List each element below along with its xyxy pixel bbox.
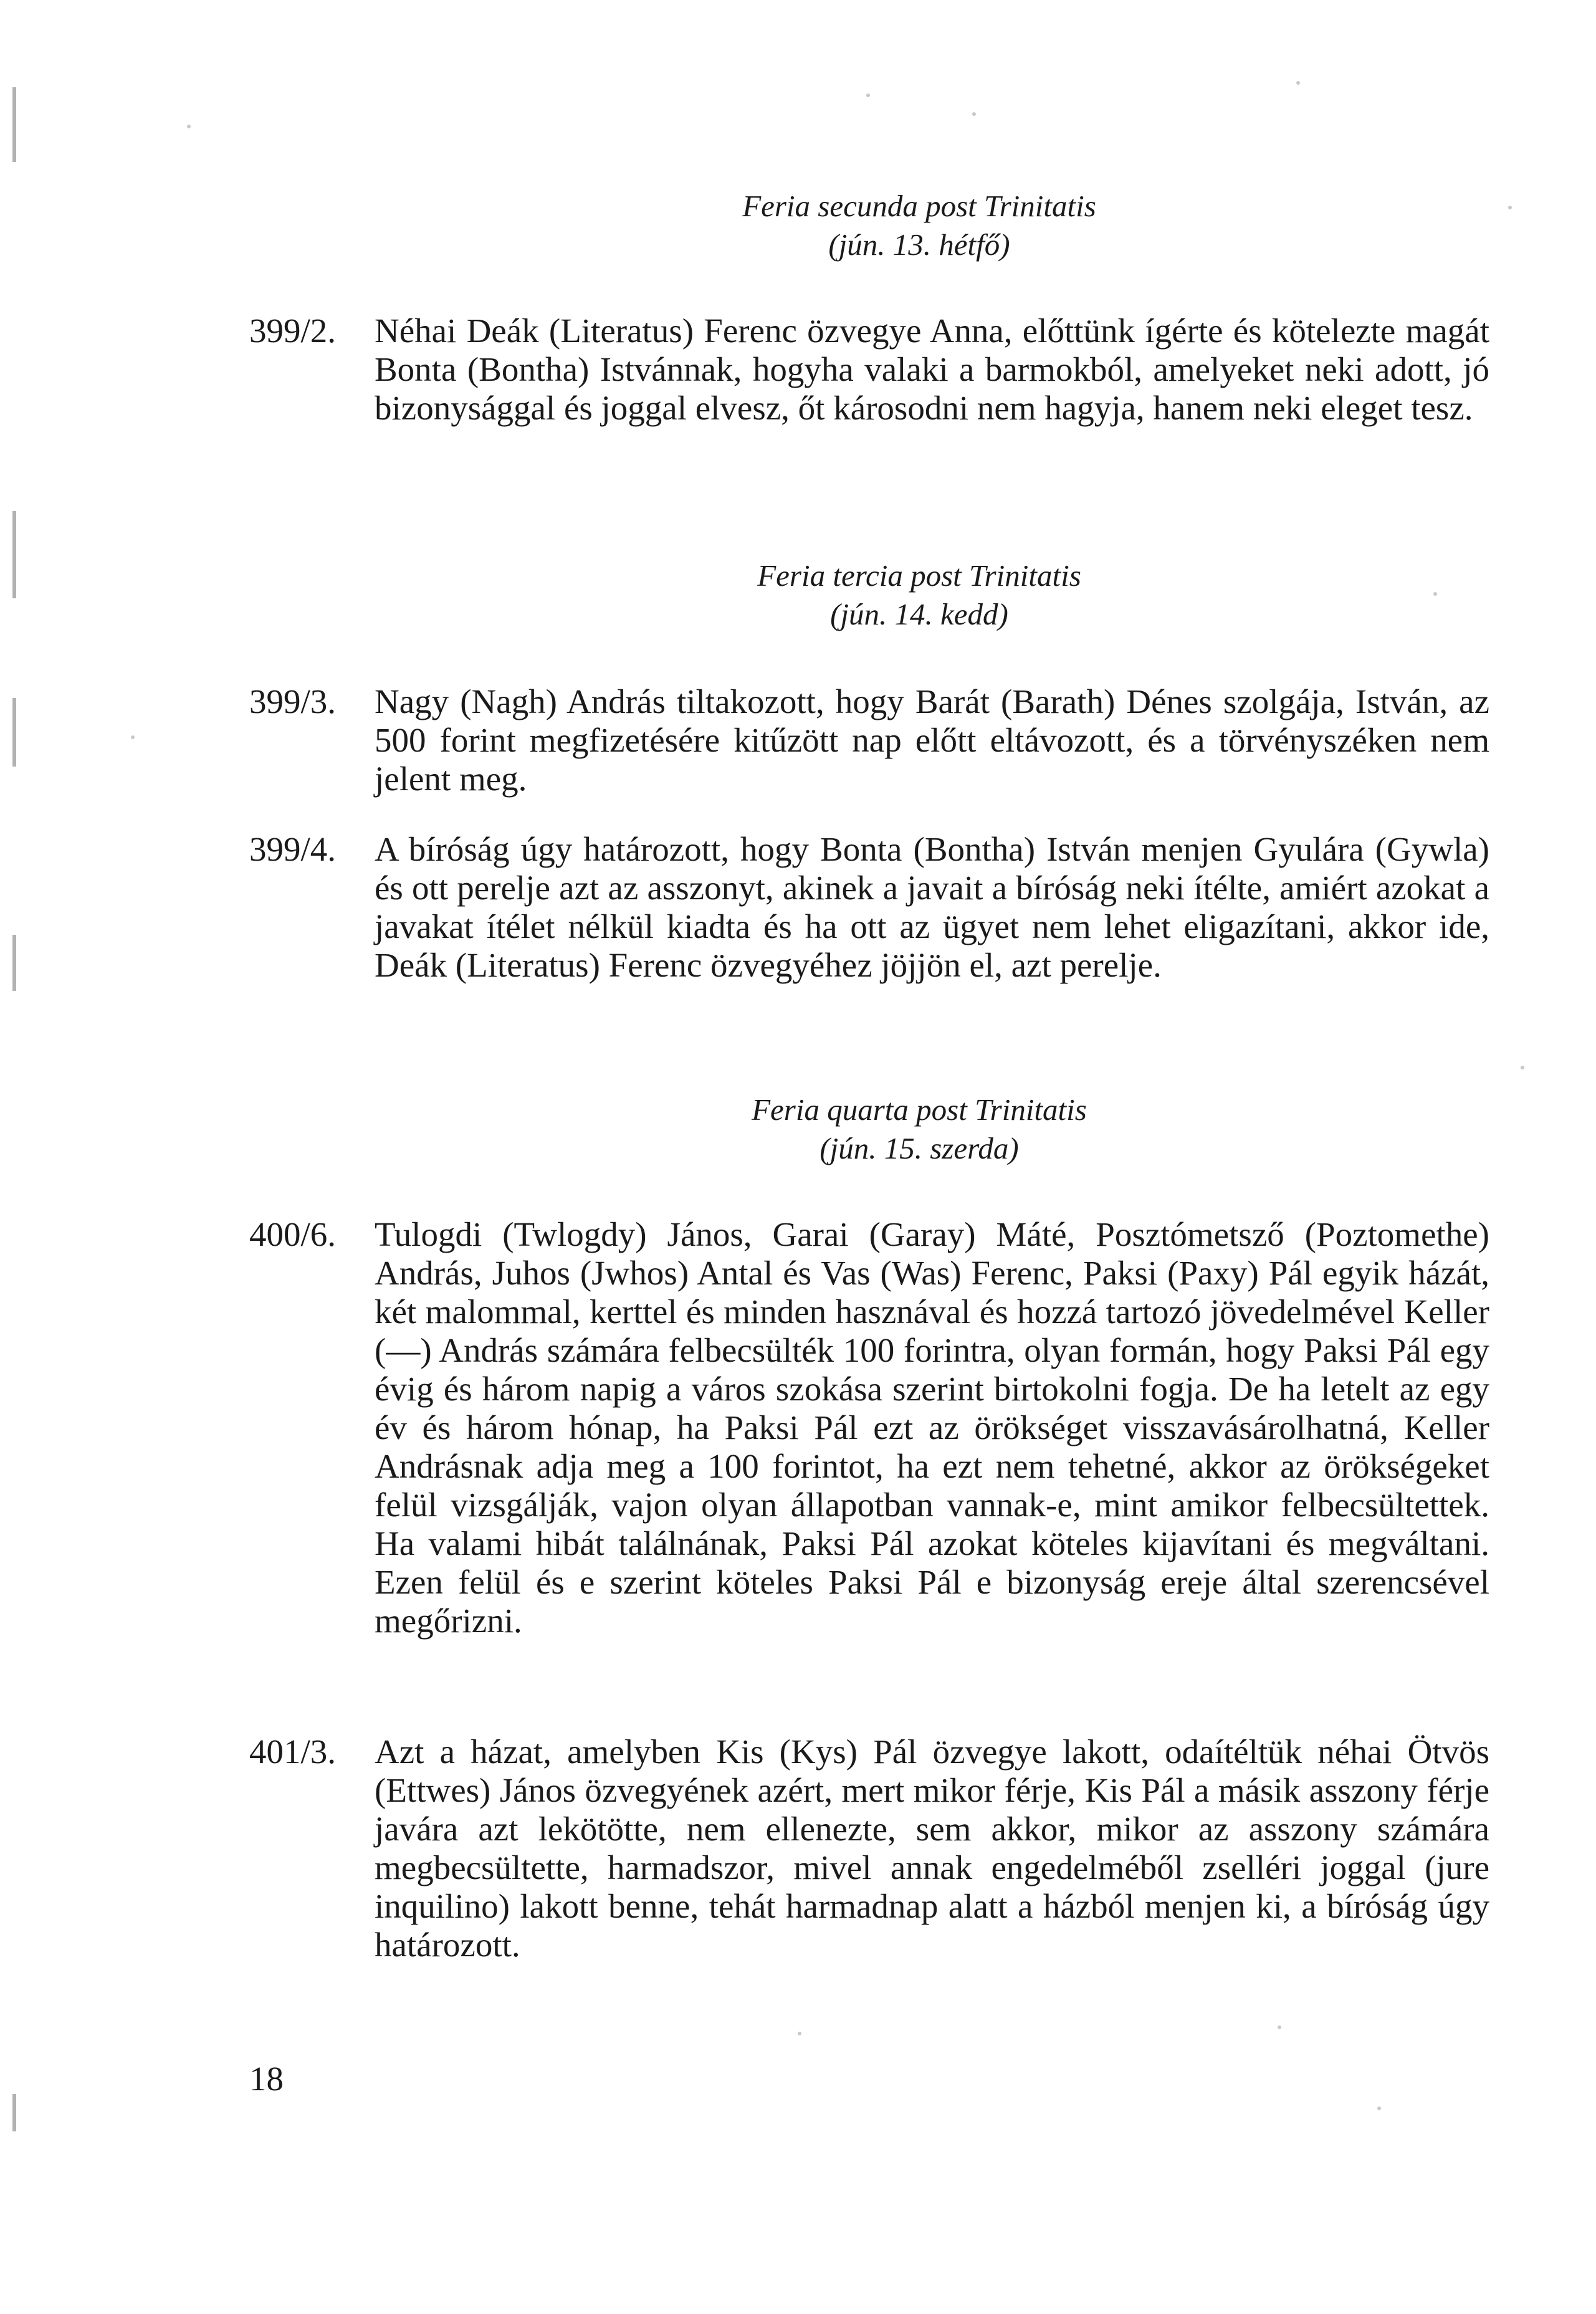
entry-text: Tulogdi (Twlogdy) János, Garai (Garay) Máté, Posztómetsző (Poztomethe) András, Juhos (Jwhos) Antal és Vas (Was) Ferenc, Paksi (Paxy) Pál egyik házát, két malommal, kerttel és minden hasznával és hozzá tartozó jövedelmével Keller (—) András számára felbecsülték 100 forintra, olyan formán, hogy Paksi Pál egy évig és három napig a város szokása szerint birtokolni fogja. De ha letelt az egy év és három hónap, ha Paksi Pál ezt az örökséget visszavásárolhatná, Keller Andrásnak adja meg a 100 forintot, ha ezt nem tehetné, akkor az örökségeket felül vizsgálják, vajon olyan állapotban vannak-e, mint amikor felbecsültettek. Ha valami hibát találnának, Paksi Pál azokat köteles kijavítani és megváltani. Ezen felül és e szerint köteles Paksi Pál e bizonyság ereje által szerencsével megőrizni. <box>375 1215 1489 1640</box>
entry-number: 399/4. <box>249 830 337 868</box>
scan-edge-mark <box>12 511 16 598</box>
scan-speck <box>1278 2025 1281 2029</box>
heading-date: (jún. 13. hétfő) <box>828 227 1010 262</box>
scan-speck <box>798 2032 801 2035</box>
scan-speck <box>1377 2106 1381 2110</box>
heading-title: Feria secunda post Trinitatis <box>742 189 1096 223</box>
scan-speck <box>1296 81 1300 85</box>
entry-text: Nagy (Nagh) András tiltakozott, hogy Barát (Barath) Dénes szolgája, István, az 500 forint megfizetésére kitűzött nap előtt eltávozott, és a törvényszéken nem jelent meg. <box>375 682 1489 798</box>
heading-date: (jún. 15. szerda) <box>820 1131 1019 1165</box>
section-heading <box>349 557 1489 634</box>
heading-title: Feria quarta post Trinitatis <box>752 1092 1087 1127</box>
entry-number: 399/3. <box>249 682 337 720</box>
section-heading-monday <box>249 187 1489 264</box>
entry-399-2 <box>249 312 1489 428</box>
scan-speck <box>1521 1066 1524 1069</box>
entry-text: Azt a házat, amelyben Kis (Kys) Pál özvegye lakott, odaítéltük néhai Ötvös (Ettwes) János özvegyének azért, mert mikor férje, Kis Pál a másik asszony férje javára azt lekötötte, nem ellenezte, sem akkor, mikor az asszony számára megbecsültette, harmadszor, mivel annak engedelméből zselléri joggal (jure inquilino) lakott benne, tehát harmadnap alatt a házból menjen ki, a bíróság úgy határozott. <box>375 1733 1489 1964</box>
entry-number: 401/3. <box>249 1733 337 1771</box>
entry-399-3 <box>249 682 1489 798</box>
heading-date: (jún. 14. kedd) <box>830 597 1008 631</box>
scan-speck <box>972 112 976 116</box>
scan-speck <box>187 125 191 128</box>
section-heading-wednesday <box>249 1091 1489 1168</box>
entry-399-4 <box>249 830 1489 985</box>
section-heading <box>349 1091 1489 1168</box>
scan-edge-mark <box>12 698 16 767</box>
entry-number: 399/2. <box>249 312 337 350</box>
scan-speck <box>1508 206 1512 209</box>
section-heading <box>349 187 1489 264</box>
scan-speck <box>866 93 870 97</box>
entry-number: 400/6. <box>249 1215 337 1253</box>
heading-title: Feria tercia post Trinitatis <box>757 558 1081 593</box>
scan-edge-mark <box>12 935 16 991</box>
scan-edge-mark <box>12 2094 16 2131</box>
page-number: 18 <box>249 2060 284 2098</box>
scan-edge-mark <box>12 87 16 162</box>
entry-401-3 <box>249 1733 1489 1964</box>
scan-speck <box>131 735 135 739</box>
entry-text: Néhai Deák (Literatus) Ferenc özvegye Anna, előttünk ígérte és kötelezte magát Bonta (Bontha) Istvánnak, hogyha valaki a barmokból, amelyeket neki adott, jó bizonysággal és joggal elvesz, őt károsodni nem hagyja, hanem neki eleget tesz. <box>375 312 1489 427</box>
section-heading-tuesday <box>249 557 1489 634</box>
entry-400-6 <box>249 1215 1489 1640</box>
entry-text: A bíróság úgy határozott, hogy Bonta (Bontha) István menjen Gyulára (Gywla) és ott perelje azt az asszonyt, akinek a javait a bíróság neki ítélte, amiért azokat a javakat ítélet nélkül kiadta és ha ott az ügyet nem lehet eligazítani, akkor ide, Deák (Literatus) Ferenc özvegyéhez jöjjön el, azt perelje. <box>375 830 1489 984</box>
